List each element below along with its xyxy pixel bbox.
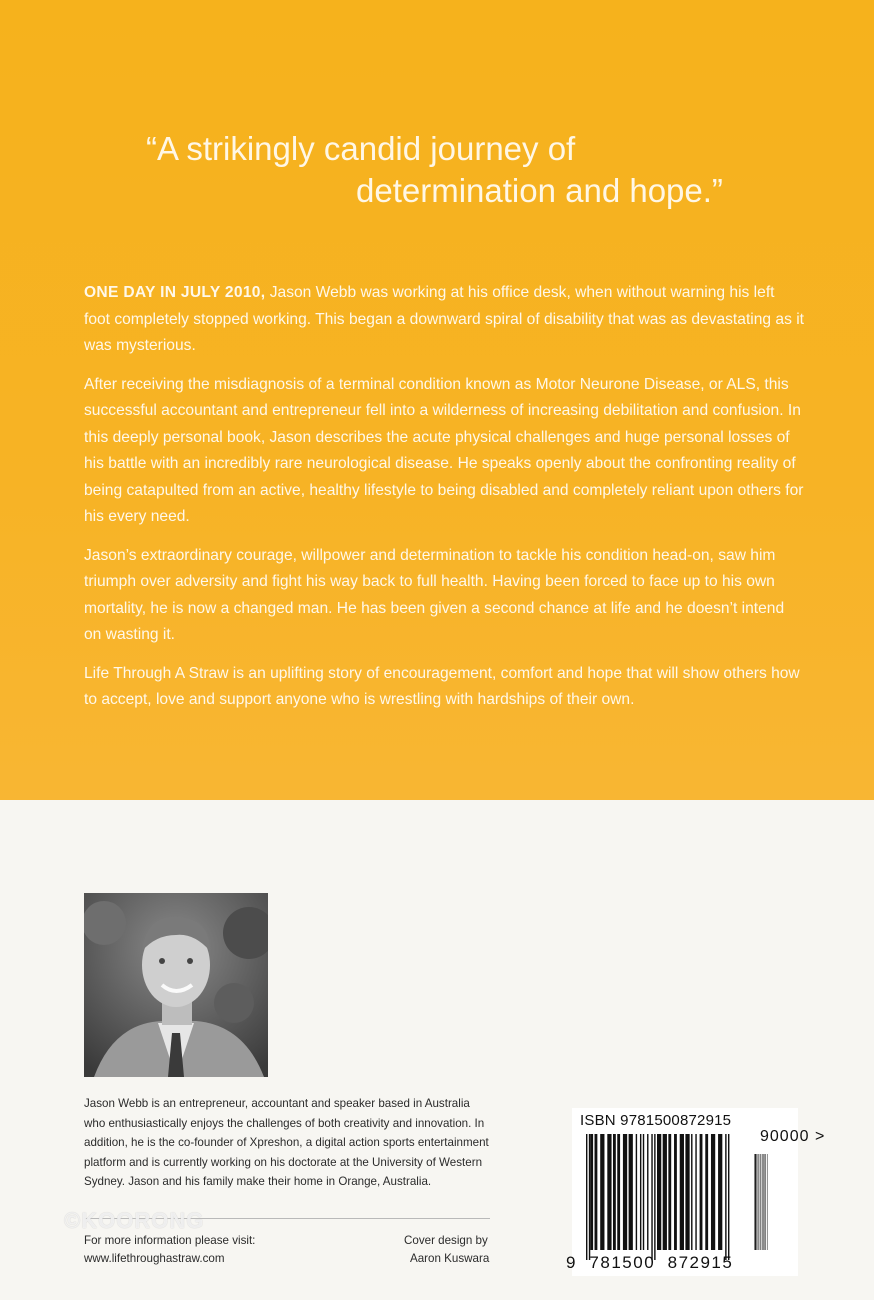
- barcode-bar: [700, 1134, 703, 1250]
- cover-design-label: Cover design by: [404, 1234, 488, 1247]
- barcode-bar: [595, 1134, 598, 1250]
- author-photo: [84, 893, 268, 1077]
- blurb-paragraph-4: Life Through A Straw is an uplifting story of encouragement, comfort and hope that will show others how to accept, love and support anyone who is wrestling with hardships of their own.: [84, 664, 800, 708]
- barcode-bar: [680, 1134, 684, 1250]
- barcode-bar: [636, 1134, 637, 1250]
- barcode-bar: [617, 1134, 620, 1250]
- barcode-bar: [668, 1134, 671, 1250]
- isbn-label: ISBN 9781500872915: [580, 1112, 732, 1129]
- website-link[interactable]: www.lifethroughastraw.com: [84, 1252, 225, 1265]
- barcode-bar: [590, 1134, 593, 1250]
- price-addon-label: 90000 >: [760, 1128, 826, 1145]
- barcode-bar: [705, 1134, 708, 1250]
- barcode-bar: [728, 1134, 729, 1260]
- barcode-bar: [691, 1134, 692, 1250]
- barcode-bar: [663, 1134, 667, 1250]
- barcode-bar: [695, 1134, 696, 1250]
- barcode-bar: [647, 1134, 648, 1250]
- barcode-bar: [725, 1134, 726, 1260]
- blurb-paragraph-3: Jason’s extraordinary courage, willpower and determination to tackle his condition head-on, saw him triumph over adversity and fight his way back to full health. Having been forced to face up to his own mortality, he is now a changed man. He has been given a second chance at life and he doesn’t intend on wasting it.: [84, 546, 785, 643]
- barcode-bar: [718, 1134, 722, 1250]
- barcode-bar: [623, 1134, 627, 1250]
- blurb-lead: ONE DAY IN JULY 2010,: [84, 284, 266, 301]
- barcode-bar: [643, 1134, 644, 1250]
- barcode-bar: [685, 1134, 689, 1250]
- barcode-bar: [589, 1134, 590, 1260]
- barcode-bar: [600, 1134, 604, 1250]
- barcode-bar: [640, 1134, 641, 1250]
- quote-line-1: “A strikingly candid journey of: [146, 130, 576, 167]
- blurb-paragraph-1-text: Jason Webb was working at his office desk, when without warning his left foot completely stopped working. This began a downward spiral of disability that was as devastating as it was mysterious.: [84, 284, 805, 354]
- barcode-digits: [566, 1253, 733, 1273]
- quote-line-2: determination and hope.”: [356, 172, 723, 209]
- barcode-bar: [755, 1154, 756, 1250]
- barcode-digit-group-1: 781500: [589, 1253, 656, 1272]
- barcode-bar: [654, 1134, 655, 1260]
- author-bio: Jason Webb is an entrepreneur, accountant and speaker based in Australia who enthusiastically enjoys the challenges of both creativity and innovation. In addition, he is the co-founder of Xpreshon, a digital action sports entertainment platform and is currently working on his doctorate at the University of Western Sydney. Jason and his family make their home in Orange, Australia.: [84, 1097, 489, 1188]
- barcode-bar: [651, 1134, 652, 1260]
- blurb-paragraph-1: [84, 280, 804, 360]
- more-info-label: For more information please visit:: [84, 1234, 256, 1247]
- blurb-paragraph-2: After receiving the misdiagnosis of a terminal condition known as Motor Neurone Disease, or ALS, this successful accountant and entrepreneur fell into a wilderness of increasing debilitation and confusion. In this deeply personal book, Jason describes the acute physical challenges and huge personal losses of his battle with an incredibly rare neurological disease. He speaks openly about the confronting reality of being catapulted from an active, healthy lifestyle to being disabled and completely reliant upon others for his every need.: [84, 375, 804, 525]
- barcode-digit-group-2: 872915: [667, 1253, 734, 1272]
- book-blurb: [84, 280, 804, 726]
- barcode-bar: [674, 1134, 677, 1250]
- barcode-bar: [629, 1134, 633, 1250]
- koorong-watermark: ©KOORONG: [64, 1208, 205, 1233]
- barcode-bar: [657, 1134, 661, 1250]
- barcode-bar: [613, 1134, 616, 1250]
- barcode-bar: [607, 1134, 611, 1250]
- barcode-digit-first: 9: [566, 1253, 577, 1272]
- pull-quote: [140, 128, 800, 212]
- barcode-bar: [586, 1134, 587, 1260]
- cover-designer-name: Aaron Kuswara: [410, 1252, 490, 1265]
- barcode-bar: [711, 1134, 715, 1250]
